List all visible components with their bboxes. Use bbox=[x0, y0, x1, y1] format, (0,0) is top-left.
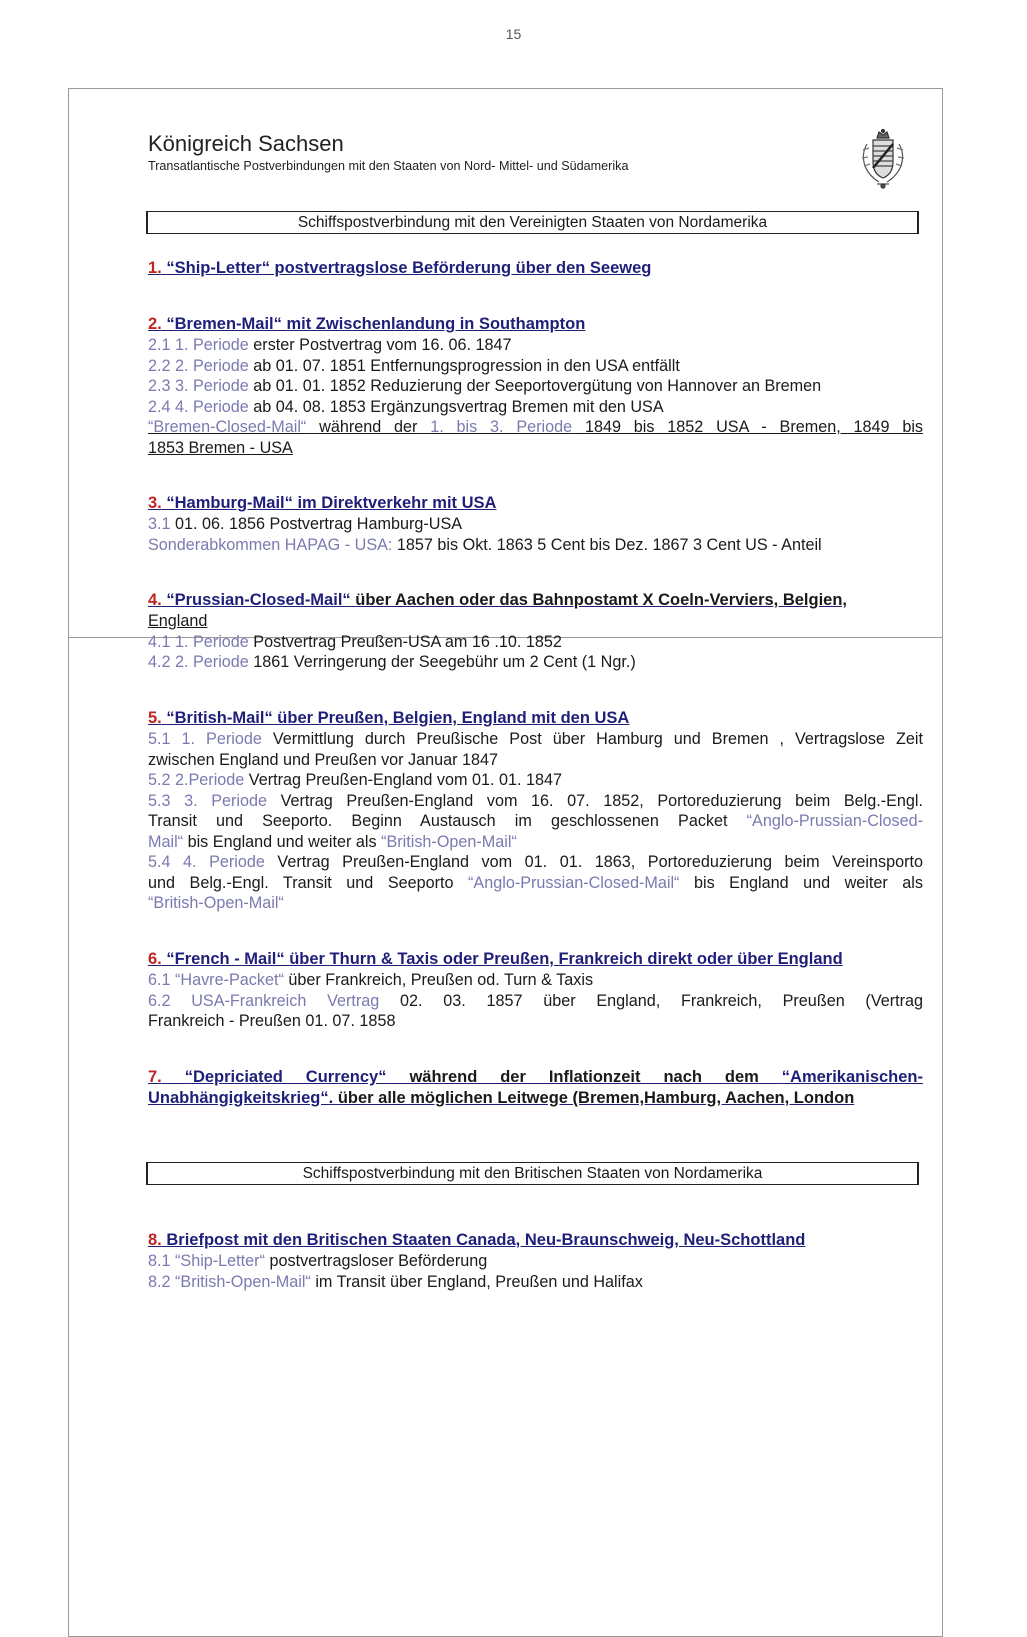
section-number: 2. bbox=[148, 315, 162, 333]
section-5 bbox=[148, 708, 923, 914]
document-title: Königreich Sachsen bbox=[148, 131, 344, 156]
list-item-continuation bbox=[148, 811, 923, 832]
section-banner-british: Schiffspostverbindung mit den Britischen Staaten von Nordamerika bbox=[146, 1162, 919, 1185]
list-item-continuation: 1853 Bremen - USA bbox=[148, 438, 293, 457]
period-label: 5.2 2.Periode bbox=[148, 771, 245, 789]
section-8 bbox=[148, 1230, 923, 1292]
item-text: bis England und weiter als bbox=[187, 832, 377, 851]
list-item bbox=[148, 356, 923, 377]
list-item bbox=[148, 1251, 923, 1272]
list-item bbox=[148, 514, 923, 535]
mail-name: Mail“ bbox=[148, 832, 184, 851]
section-title: “Ship-Letter“ postvertragslose Beförderung über den Seeweg bbox=[166, 259, 652, 277]
item-text: 1861 Verringerung der Seegebühr um 2 Cent (1 Ngr.) bbox=[253, 653, 636, 671]
item-text: im Transit über England, Preußen und Halifax bbox=[315, 1272, 643, 1291]
item-text: über Frankreich, Preußen od. Turn & Taxis bbox=[288, 971, 594, 989]
section-7-heading bbox=[148, 1067, 923, 1088]
section-8-heading bbox=[148, 1230, 923, 1251]
section-4 bbox=[148, 590, 923, 673]
item-text: erster Postvertrag vom 16. 06. 1847 bbox=[253, 336, 512, 354]
period-label: 2.1 1. Periode bbox=[148, 336, 249, 354]
section-title: Briefpost mit den Britischen Staaten Canada, Neu-Braunschweig, Neu-Schottland bbox=[166, 1231, 806, 1249]
section-title: “British-Mail“ über Preußen, Belgien, England mit den USA bbox=[166, 709, 630, 727]
period-label: 5.3 3. Periode bbox=[148, 791, 267, 810]
saxony-crest-icon bbox=[855, 128, 911, 190]
item-text: 01. 06. 1856 Postvertrag Hamburg-USA bbox=[175, 515, 463, 533]
item-text: 1857 bis Okt. 1863 5 Cent bis Dez. 1867 3 Cent US - Anteil bbox=[396, 535, 822, 554]
period-label: 4.1 1. Periode bbox=[148, 632, 249, 651]
list-item bbox=[148, 652, 923, 673]
section-title-mid: während der Inflationzeit nach dem bbox=[409, 1068, 759, 1086]
period-label: 8.2 “British-Open-Mail“ bbox=[148, 1272, 311, 1291]
section-6-heading bbox=[148, 949, 923, 970]
section-3 bbox=[148, 493, 923, 555]
item-text: postvertragsloser Beförderung bbox=[269, 1252, 488, 1270]
section-title: “Prussian-Closed-Mail“ bbox=[166, 591, 351, 609]
list-item bbox=[148, 991, 923, 1012]
section-4-heading bbox=[148, 590, 923, 611]
list-item-continuation: zwischen England und Preußen vor Januar 1847 bbox=[148, 750, 499, 769]
period-label: Sonderabkommen HAPAG - USA: bbox=[148, 535, 393, 554]
section-2 bbox=[148, 314, 923, 458]
item-text: 1849 bis 1852 USA - Bremen, 1849 bis bbox=[584, 418, 924, 436]
period-label: 5.1 1. Periode bbox=[148, 730, 262, 748]
section-title: “Depriciated Currency“ bbox=[184, 1068, 387, 1086]
section-title: “French - Mail“ über Thurn & Taxis oder Preußen, Frankreich direkt oder über England bbox=[166, 950, 843, 968]
period-label: 2.4 4. Periode bbox=[148, 397, 249, 416]
list-item-continuation: “British-Open-Mail“ bbox=[148, 894, 284, 912]
section-3-heading bbox=[148, 493, 923, 514]
section-1-heading bbox=[148, 258, 923, 279]
section-title-route: über alle möglichen Leitwege (Bremen,Hamburg, Aachen, London bbox=[337, 1089, 855, 1107]
list-item bbox=[148, 770, 923, 791]
list-item bbox=[148, 970, 923, 991]
list-item bbox=[148, 791, 923, 812]
period-label: 4.2 2. Periode bbox=[148, 653, 249, 671]
list-item bbox=[148, 535, 923, 556]
item-text: ab 01. 01. 1852 Reduzierung der Seeportovergütung von Hannover an Bremen bbox=[253, 377, 822, 395]
period-label: 5.4 4. Periode bbox=[148, 853, 265, 871]
section-7-heading-continuation bbox=[148, 1088, 923, 1109]
section-title-end: “Amerikanischen- bbox=[781, 1068, 923, 1086]
section-number: 1. bbox=[148, 259, 162, 277]
mail-name: “British-Open-Mail“ bbox=[381, 832, 517, 851]
section-number: 7. bbox=[148, 1068, 162, 1086]
item-text: Postvertrag Preußen-USA am 16 .10. 1852 bbox=[253, 632, 562, 651]
section-number: 6. bbox=[148, 950, 162, 968]
section-title: “Bremen-Mail“ mit Zwischenlandung in Southampton bbox=[166, 315, 586, 333]
list-item bbox=[148, 1272, 923, 1293]
list-item bbox=[148, 417, 923, 438]
period-label: 8.1 “Ship-Letter“ bbox=[148, 1252, 265, 1270]
item-text: Vertrag Preußen-England vom 16. 07. 1852, Portoreduzierung beim Belg.-Engl. bbox=[280, 791, 924, 810]
period-label: 6.1 “Havre-Packet“ bbox=[148, 971, 284, 989]
item-text: bis England und weiter als bbox=[693, 873, 923, 892]
period-label: 6.2 USA-Frankreich Vertrag bbox=[148, 991, 380, 1010]
period-label: 1. bis 3. Periode bbox=[430, 418, 573, 436]
document-subtitle: Transatlantische Postverbindungen mit den Staaten von Nord- Mittel- und Südamerika bbox=[148, 159, 629, 173]
section-title: “Hamburg-Mail“ im Direktverkehr mit USA bbox=[166, 494, 497, 512]
item-text: ab 04. 08. 1853 Ergänzungsvertrag Bremen mit den USA bbox=[253, 397, 664, 416]
section-title: Unabhängigkeitskrieg“. bbox=[148, 1089, 334, 1107]
section-number: 4. bbox=[148, 591, 162, 609]
section-banner-usa: Schiffspostverbindung mit den Vereinigten Staaten von Nordamerika bbox=[146, 211, 919, 234]
item-text: Vermittlung durch Preußische Post über Hamburg und Bremen , Vertragslose Zeit bbox=[272, 730, 924, 748]
period-label: 2.3 3. Periode bbox=[148, 377, 249, 395]
period-label: 2.2 2. Periode bbox=[148, 356, 249, 375]
item-text: Transit und Seeporto. Beginn Austausch im geschlossenen Packet bbox=[148, 812, 728, 830]
item-text: 02. 03. 1857 über England, Frankreich, Preußen (Vertrag bbox=[400, 991, 924, 1010]
section-1 bbox=[148, 258, 923, 279]
section-5-heading bbox=[148, 708, 923, 729]
period-label: 3.1 bbox=[148, 515, 171, 533]
mail-name: “Bremen-Closed-Mail“ bbox=[148, 418, 307, 436]
section-6 bbox=[148, 949, 923, 1032]
section-number: 5. bbox=[148, 709, 162, 727]
list-item-continuation bbox=[148, 832, 923, 853]
page-number: 15 bbox=[505, 26, 522, 42]
list-item bbox=[148, 852, 923, 873]
item-text: während der bbox=[319, 418, 418, 436]
list-item bbox=[148, 376, 923, 397]
list-item bbox=[148, 397, 923, 418]
section-number: 8. bbox=[148, 1231, 162, 1249]
list-item-continuation: Frankreich - Preußen 01. 07. 1858 bbox=[148, 1012, 396, 1030]
section-7 bbox=[148, 1067, 923, 1109]
section-title-route: über Aachen oder das Bahnpostamt X Coeln-Verviers, Belgien, bbox=[355, 591, 848, 609]
list-item bbox=[148, 632, 923, 653]
item-text: und Belg.-Engl. Transit und Seeporto bbox=[148, 873, 454, 892]
mail-name: “Anglo-Prussian-Closed- bbox=[746, 812, 924, 830]
item-text: ab 01. 07. 1851 Entfernungsprogression in den USA entfällt bbox=[253, 356, 680, 375]
list-item bbox=[148, 729, 923, 750]
item-text: Vertrag Preußen-England vom 01. 01. 1863, Portoreduzierung beim Vereinsporto bbox=[277, 853, 924, 871]
item-text: Vertrag Preußen-England vom 01. 01. 1847 bbox=[248, 771, 562, 789]
section-number: 3. bbox=[148, 494, 162, 512]
section-2-heading bbox=[148, 314, 923, 335]
section-title-continuation: England bbox=[148, 612, 208, 630]
list-item-continuation bbox=[148, 873, 923, 894]
list-item bbox=[148, 335, 923, 356]
mail-name: “Anglo-Prussian-Closed-Mail“ bbox=[468, 873, 680, 892]
